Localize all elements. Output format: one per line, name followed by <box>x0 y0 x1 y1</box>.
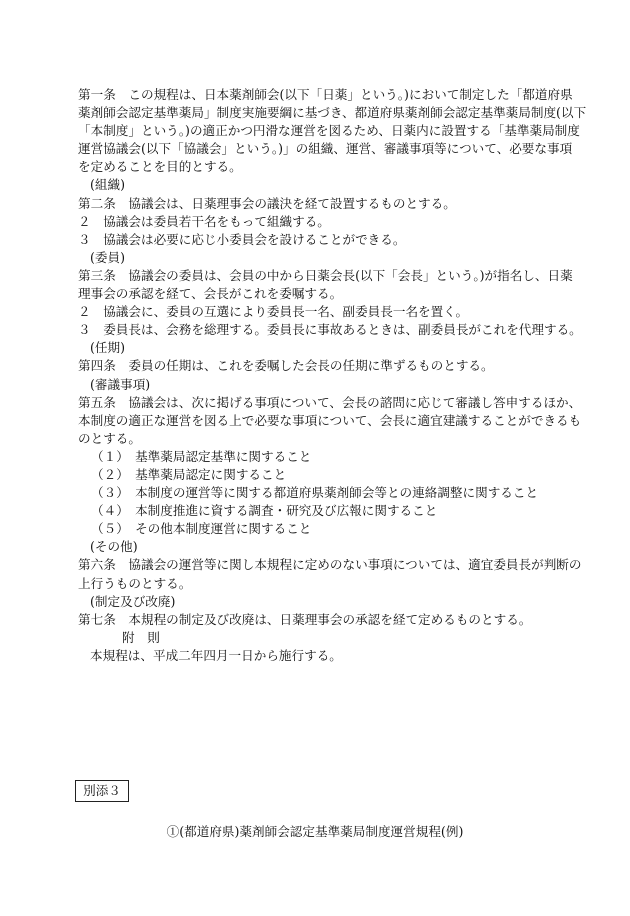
document-line: ２ 協議会は委員若干名をもって組織する。 <box>78 213 330 229</box>
document-line: (その他) <box>90 539 138 555</box>
document-line: 理事会の承認を経て、会長がこれを委嘱する。 <box>78 286 343 302</box>
document-line: ３ 委員長は、会務を総理する。委員長に事故あるときは、副委員長がこれを代理する。 <box>78 322 582 338</box>
document-line: のとする。 <box>78 430 141 446</box>
document-line: 第四条 委員の任期は、これを委嘱した会長の任期に準ずるものとする。 <box>78 358 494 374</box>
attachment-label: 別添３ <box>75 780 129 802</box>
document-line: 附 則 <box>122 629 160 645</box>
document-line: 薬剤師会認定基準薬局」制度実施要綱に基づき、都道府県薬剤師会認定基準薬局制度(以下 <box>78 105 587 121</box>
document-line: 第三条 協議会の委員は、会員の中から日薬会長(以下「会長」という。)が指名し、日薬 <box>78 267 573 283</box>
document-line: 本制度の適正な運営を図る上で必要な事項について、会長に適宜建議することができるも <box>78 412 582 428</box>
document-line: 上行うものとする。 <box>78 575 192 591</box>
document-line: （２） 基準薬局認定に関すること <box>91 466 287 482</box>
document-line: (審議事項) <box>90 376 151 392</box>
document-line: ３ 協議会は必要に応じ小委員会を設けることができる。 <box>78 231 406 247</box>
document-line: 第七条 本規程の制定及び改廃は、日薬理事会の承認を経て定めるものとする。 <box>78 611 532 627</box>
document-line: (組織) <box>90 177 126 193</box>
next-document-title: ①(都道府県)薬剤師会認定基準薬局制度運営規程(例) <box>166 824 464 839</box>
document-line: (任期) <box>90 340 126 356</box>
document-line: 第二条 協議会は、日薬理事会の議決を経て設置するものとする。 <box>78 195 456 211</box>
document-line: （４） 本制度推進に資する調査・研究及び広報に関すること <box>91 503 438 519</box>
document-line: 第五条 協議会は、次に掲げる事項について、会長の諮問に応じて審議し答申するほか、 <box>78 394 582 410</box>
document-line: 本規程は、平成二年四月一日から施行する。 <box>90 647 342 663</box>
regulation-body <box>78 86 587 665</box>
document-line: (委員) <box>90 249 126 265</box>
document-line: (制定及び改廃) <box>90 593 176 609</box>
document-line: 第一条 この規程は、日本薬剤師会(以下「日薬」という。)において制定した「都道府県 <box>78 87 573 102</box>
document-line: 運営協議会(以下「協議会」という。)」の組織、運営、審議事項等について、必要な事項 <box>78 141 573 157</box>
document-line: （５） その他本制度運営に関すること <box>91 521 312 537</box>
document-line: （３） 本制度の運営等に関する都道府県薬剤師会等との連絡調整に関すること <box>91 485 539 501</box>
document-line: 第六条 協議会の運営等に関し本規程に定めのない事項については、適宜委員長が判断の <box>78 557 582 573</box>
document-line: （１） 基準薬局認定基準に関すること <box>91 448 312 464</box>
document-line: ２ 協議会に、委員の互選により委員長一名、副委員長一名を置く。 <box>78 304 469 320</box>
document-line: を定めることを目的とする。 <box>78 159 242 175</box>
document-line: 「本制度」という。)の適正かつ円滑な運営を図るため、日薬内に設置する「基準薬局制度 <box>78 123 580 139</box>
